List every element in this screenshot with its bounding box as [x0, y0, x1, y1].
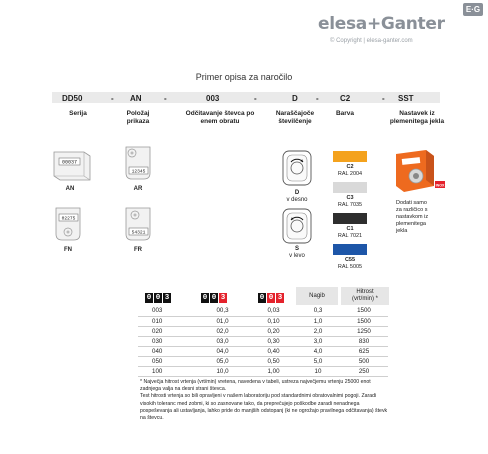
table-cell: 625	[340, 346, 388, 356]
color-c2-label: C2 RAL 2004	[337, 164, 363, 177]
digit: 0	[155, 294, 161, 302]
counter-ar-digits: 12345	[131, 169, 146, 175]
counting-left-desc: v levo	[289, 253, 305, 259]
code-dash: -	[382, 94, 385, 103]
table-row	[138, 306, 388, 316]
code-color: C2	[340, 94, 351, 103]
counting-right-icon	[280, 148, 314, 188]
table-cell: 1500	[340, 316, 388, 326]
table-cell: 02,0	[194, 326, 251, 336]
counter-fr-icon	[118, 204, 158, 244]
table-cell: 10	[296, 366, 340, 376]
color-swatch-c3	[333, 182, 367, 193]
counter-an-icon	[48, 146, 92, 184]
sst-caption: Dodati samo za različico s nastavkom iz plemenitega jekla	[396, 200, 429, 234]
table-row	[138, 326, 388, 336]
position-fr-code: FR	[134, 247, 142, 253]
code-position: AN	[130, 94, 142, 103]
table-cell: 00,3	[194, 306, 251, 316]
digits-header-2	[201, 293, 228, 303]
table-cell: 0,40	[251, 346, 296, 356]
table-cell: 01,0	[194, 316, 251, 326]
table-cell: 1500	[340, 306, 388, 316]
header-speed: Hitrost (vrt/min) *	[341, 287, 389, 305]
table-cell: 500	[340, 356, 388, 366]
color-swatch-c2	[333, 151, 367, 162]
table-cell: 0,10	[251, 316, 296, 326]
digit: 3	[164, 294, 170, 302]
digits-header-3	[258, 293, 285, 303]
label-sst: Nastavek iz plemenitega jekla	[389, 110, 445, 125]
digit-red: 0	[268, 294, 274, 302]
table-cell: 0,3	[296, 306, 340, 316]
table-cell: 003	[138, 306, 194, 316]
label-reading: Odčitavanje števca po enem obratu	[185, 110, 255, 125]
code-dash: -	[111, 94, 114, 103]
counting-right-code: D	[294, 190, 300, 196]
counter-an-digits: 00037	[61, 159, 78, 166]
counting-left-code: S	[294, 246, 299, 252]
table-cell: 030	[138, 336, 194, 346]
table-cell: 100	[138, 366, 194, 376]
label-counting: Naraščajoče številčenje	[275, 110, 315, 125]
table-cell: 04,0	[194, 346, 251, 356]
digit: 0	[146, 294, 152, 302]
table-cell: 020	[138, 326, 194, 336]
table-cell: 040	[138, 346, 194, 356]
code-sst: SST	[398, 94, 414, 103]
digit-red: 3	[220, 294, 226, 302]
digit-red: 3	[277, 294, 283, 302]
code-dash: -	[254, 94, 257, 103]
footnote: * Največja hitrost vrtenja (vrt/min) vretena, navedena v tabeli, ustreza največjemu vrtenju 25000 enot zadnjega valja na desni strani števca. Test hitrosti vrtenja so bili opravljeni v našem laboratoriju pod standardnimi obratovalnimi pogoji. Zaradi visokih toleranc med zobmi, ki so zasnovane tako, da preprečujejo poškodbe zaradi nenadnega pospeševanja ali ustavljanja, lahko pride do manjših odstopanj (ki ne ogrožajo pravilnega odčitavanja) števk na števcu.	[140, 379, 388, 422]
table-cell: 1250	[340, 326, 388, 336]
table-cell: 050	[138, 356, 194, 366]
digit: 0	[211, 294, 217, 302]
color-c3-label: C3 RAL 7035	[337, 195, 363, 208]
table-cell: 10,0	[194, 366, 251, 376]
table-cell: 830	[340, 336, 388, 346]
table-cell: 1,0	[296, 316, 340, 326]
table-cell: 1,00	[251, 366, 296, 376]
label-color: Barva	[335, 110, 355, 117]
counting-right-desc: v desno	[286, 197, 308, 203]
table-row	[138, 316, 388, 326]
color-swatch-c1	[333, 213, 367, 224]
copyright-text: © Copyright | elesa-ganter.com	[330, 38, 413, 44]
table-cell: 010	[138, 316, 194, 326]
label-position: Položaj prikaza	[126, 110, 150, 125]
table-row	[138, 336, 388, 346]
counter-fr-digits: 54321	[131, 230, 146, 236]
header-nagib: Nagib	[296, 287, 338, 305]
page-title: Primer opisa za naročilo	[195, 72, 293, 82]
position-ar-code: AR	[133, 186, 143, 192]
brand-badge: E·G	[463, 3, 483, 16]
counter-fn-icon	[48, 204, 88, 244]
table-row	[138, 356, 388, 366]
table-cell: 03,0	[194, 336, 251, 346]
code-series: DD50	[62, 94, 83, 103]
reading-table	[138, 306, 388, 377]
table-cell: 3,0	[296, 336, 340, 346]
table-cell: 250	[340, 366, 388, 376]
digit: 0	[259, 294, 265, 302]
code-reading: 003	[206, 94, 220, 103]
table-cell: 2,0	[296, 326, 340, 336]
sst-product-image	[390, 146, 446, 196]
inox-badge: INOX	[435, 183, 445, 188]
table-cell: 0,50	[251, 356, 296, 366]
position-an-code: AN	[65, 186, 75, 192]
code-counting: D	[292, 94, 298, 103]
counter-ar-icon	[118, 143, 158, 183]
position-fn-code: FN	[64, 247, 72, 253]
digit: 0	[202, 294, 208, 302]
brand-logo-text: elesa+Ganter	[318, 14, 445, 34]
table-row	[138, 366, 388, 376]
digits-header-1	[145, 293, 172, 303]
color-c55-label: C55 RAL 5005	[337, 257, 363, 270]
table-cell: 4,0	[296, 346, 340, 356]
code-dash: -	[164, 94, 167, 103]
table-cell: 0,30	[251, 336, 296, 346]
brand-logo	[318, 12, 445, 36]
code-dash: -	[316, 94, 319, 103]
label-series: Serija	[69, 110, 87, 117]
color-c1-label: C1 RAL 7021	[337, 226, 363, 239]
color-swatch-c55	[333, 244, 367, 255]
table-cell: 05,0	[194, 356, 251, 366]
counter-fn-digits: 02275	[61, 216, 76, 222]
table-cell: 0,20	[251, 326, 296, 336]
table-cell: 5,0	[296, 356, 340, 366]
counting-left-icon	[280, 206, 314, 246]
table-cell: 0,03	[251, 306, 296, 316]
table-row	[138, 346, 388, 356]
